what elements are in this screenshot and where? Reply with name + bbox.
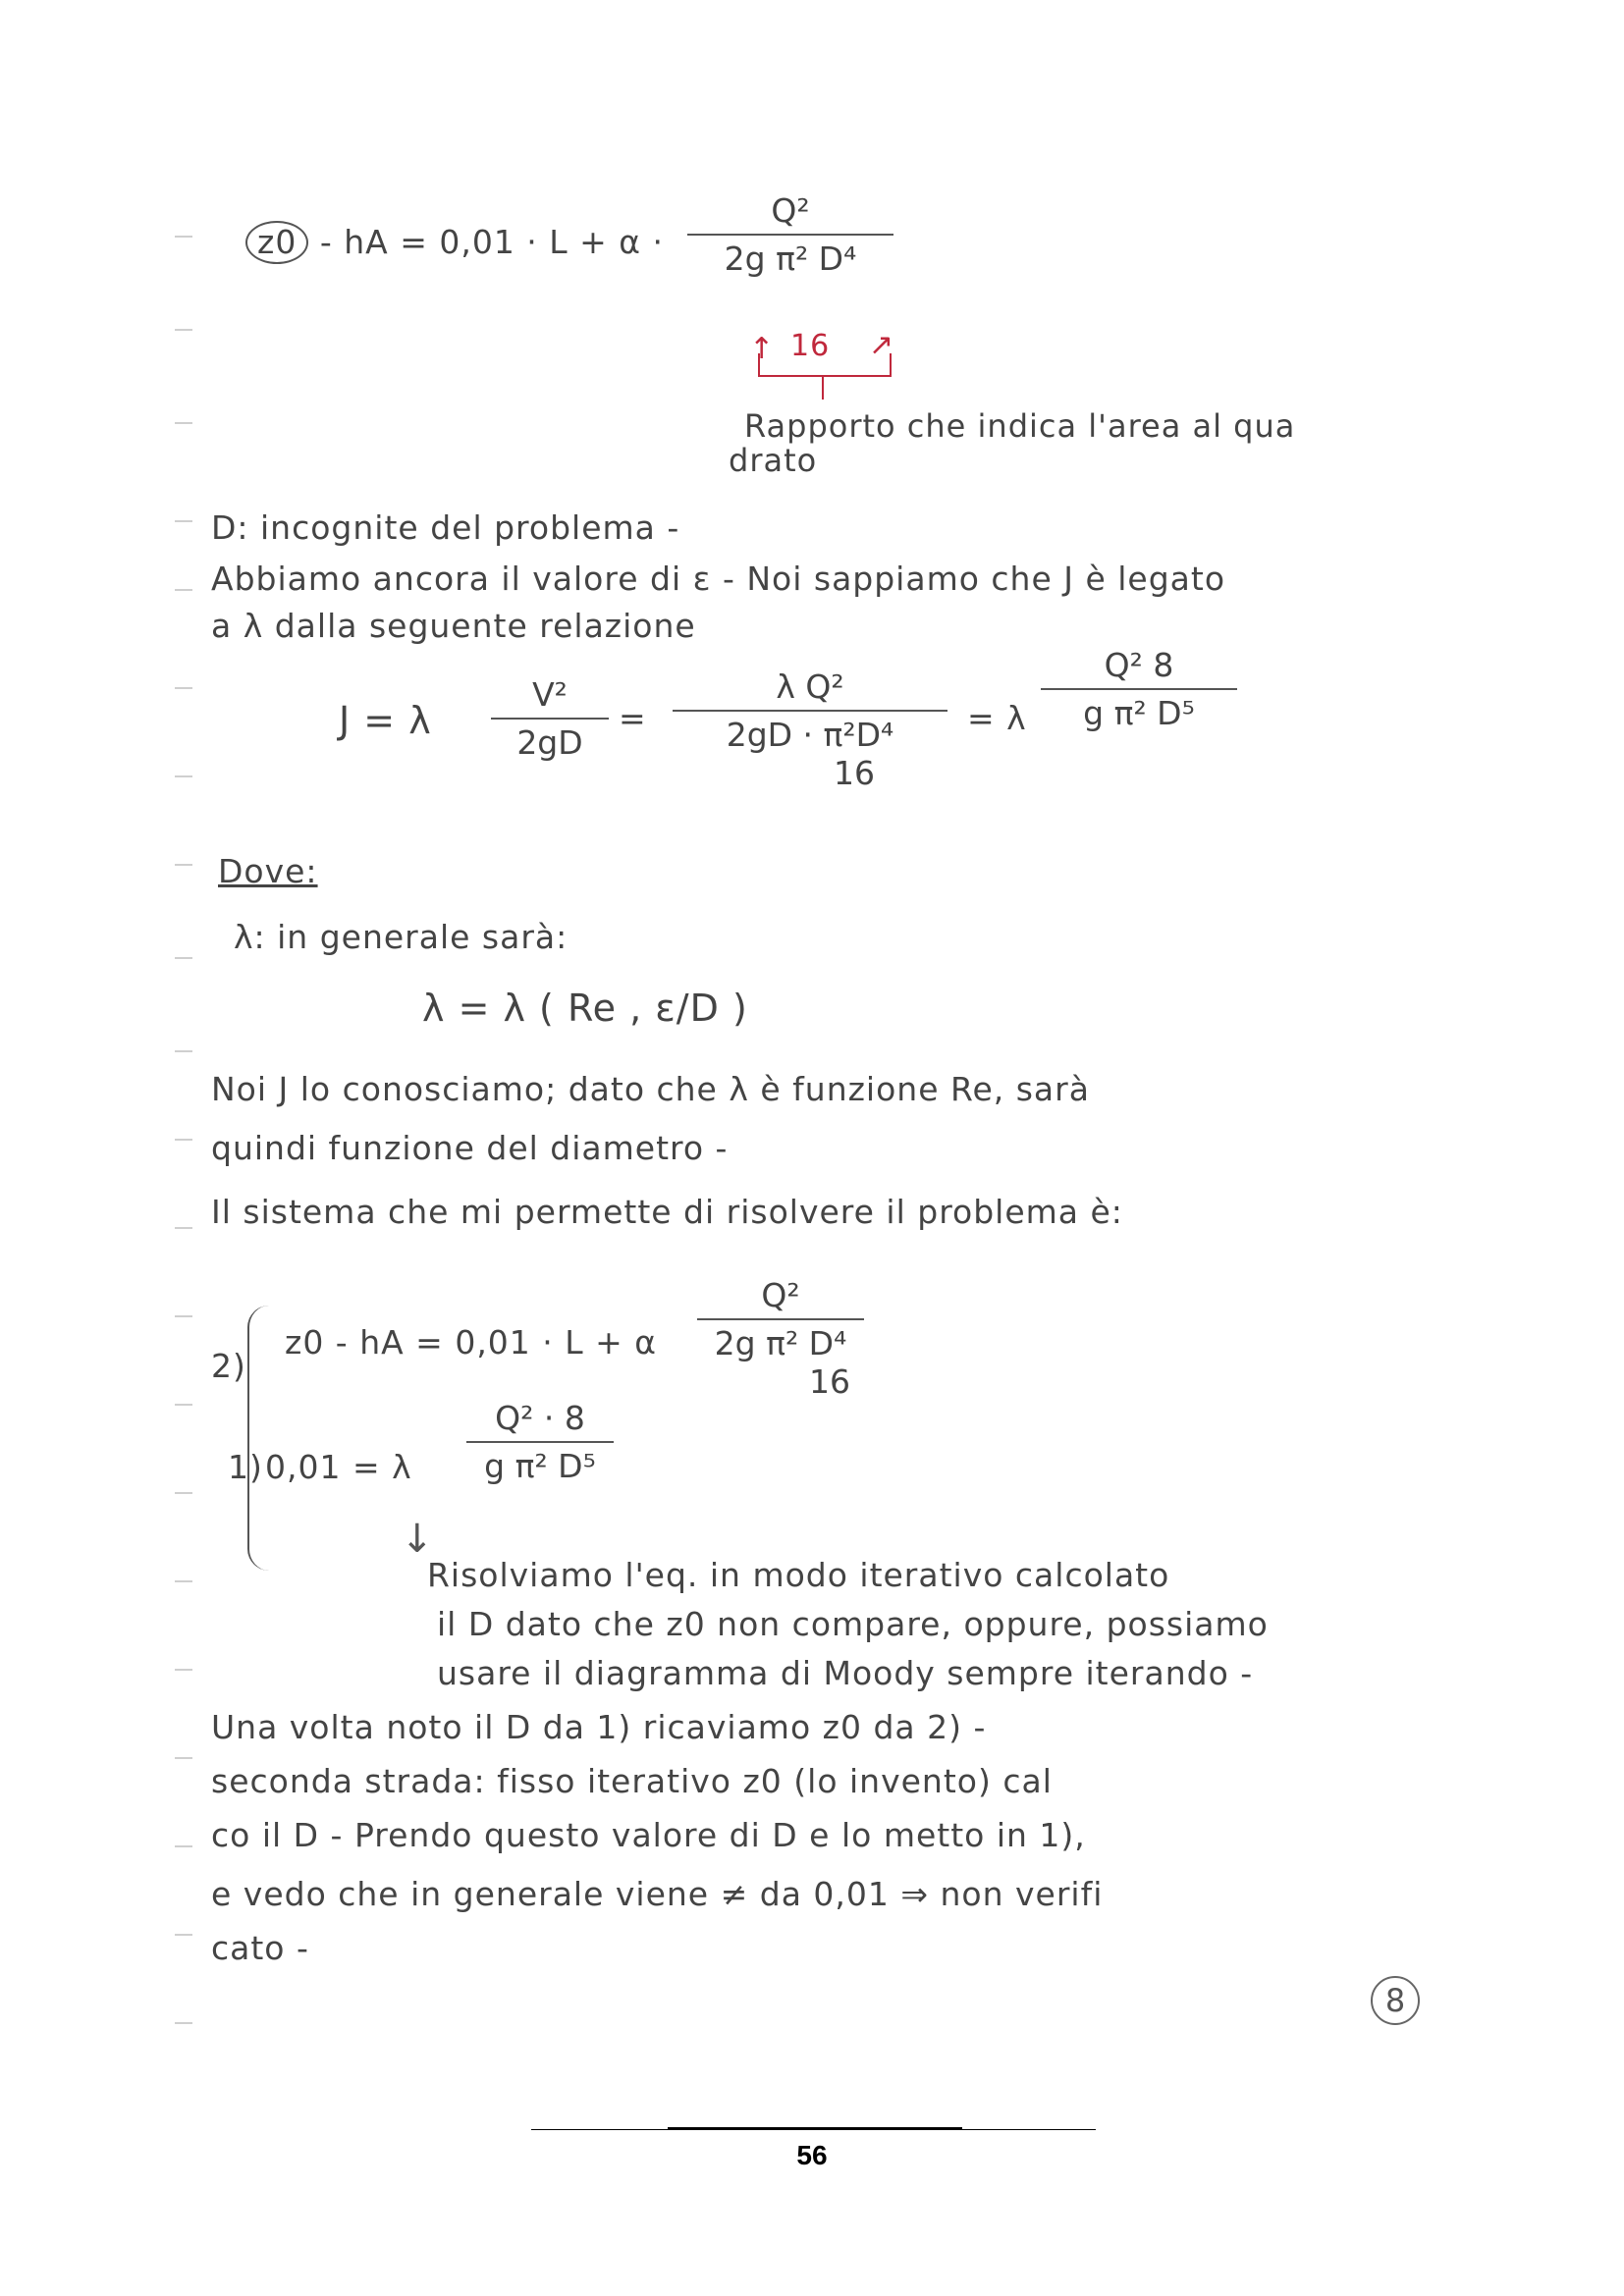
z0-circled: z0: [245, 221, 308, 264]
system-row1-den: g π² D⁵: [484, 1447, 596, 1485]
text1-line1: D: incognite del problema -: [211, 508, 680, 547]
text3-line3: usare il diagramma di Moody sempre iterando -: [437, 1654, 1254, 1692]
system-row1-fraction: [466, 1399, 614, 1485]
system-row1-num: Q² · 8: [495, 1399, 585, 1437]
eq1-note-line2: drato: [729, 442, 818, 479]
eq2-fraction2: [673, 667, 947, 792]
system-label-2: 2): [211, 1347, 246, 1385]
circled-page-marker: 8: [1371, 1976, 1420, 2025]
system-row2-fraction: [697, 1276, 864, 1401]
text3-line2: il D dato che z0 non compare, oppure, possiamo: [437, 1605, 1269, 1643]
eq2-f1-num: V²: [532, 675, 568, 714]
eq1-sub-denominator: 16: [790, 329, 831, 363]
text4-line4: e vedo che in generale viene ≠ da 0,01 ⇒ non verifi: [211, 1875, 1104, 1913]
text4-line3: co il D - Prendo questo valore di D e lo metto in 1),: [211, 1816, 1086, 1854]
red-arrow-up-right-icon: ↗: [869, 328, 894, 362]
system-brace: [247, 1306, 269, 1571]
text4-line2: seconda strada: fisso iterativo z0 (lo invento) cal: [211, 1762, 1053, 1800]
text3-line1: Risolviamo l'eq. in modo iterativo calcolato: [427, 1556, 1170, 1594]
eq2-fraction1: [491, 675, 609, 762]
dove-heading: Dove:: [218, 852, 318, 890]
text2-line3: Il sistema che mi permette di risolvere il problema è:: [211, 1193, 1123, 1231]
red-bracket: [758, 353, 892, 377]
eq2-f1-den: 2gD: [516, 723, 583, 762]
eq2-equals: =: [619, 699, 647, 737]
eq2-f3-den: g π² D⁵: [1083, 694, 1195, 732]
text2-line2: quindi funzione del diametro -: [211, 1129, 729, 1167]
system-row1: 0,01 = λ: [265, 1448, 412, 1486]
eq1-fraction: [687, 191, 893, 278]
eq2-f2-num: λ Q²: [776, 667, 844, 706]
system-label-1: 1): [228, 1448, 263, 1486]
eq2-fraction3: [1041, 646, 1237, 732]
left-margin-ticks: [175, 0, 194, 2296]
footer-rule-thick: [668, 2127, 962, 2130]
eq1-lhs: [245, 221, 664, 264]
system-row2: z0 - hA = 0,01 · L + α: [285, 1323, 658, 1362]
dove-formula: λ = λ ( Re , ε/D ): [422, 987, 748, 1030]
down-arrow-icon: ↓: [401, 1517, 434, 1562]
text4-line5: cato -: [211, 1929, 309, 1967]
system-row2-num: Q²: [761, 1276, 800, 1314]
eq2-lhs: J = λ: [339, 699, 432, 742]
red-bracket-stem: [822, 376, 824, 400]
eq2-equals2: = λ: [967, 699, 1027, 737]
eq1-numerator: Q²: [771, 191, 810, 230]
text4-line1: Una volta noto il D da 1) ricaviamo z0 da 2) -: [211, 1708, 987, 1746]
eq1-note-line1: Rapporto che indica l'area al qua: [744, 407, 1296, 445]
eq1-lhs-rest: - hA = 0,01 · L + α ·: [319, 223, 665, 261]
red-arrow-up-left-icon: ↑: [749, 332, 775, 366]
system-row2-sub: 16: [809, 1362, 850, 1401]
system-row2-den: 2g π² D⁴: [714, 1324, 847, 1362]
eq2-f3-num: Q² 8: [1104, 646, 1174, 684]
page-number: 56: [796, 2140, 828, 2170]
text2-line1: Noi J lo conosciamo; dato che λ è funzione Re, sarà: [211, 1070, 1090, 1108]
eq2-f2-sub: 16: [834, 754, 875, 792]
eq1-denominator: 2g π² D⁴: [724, 240, 857, 278]
dove-line1: λ: in generale sarà:: [234, 918, 568, 956]
text1-line3: a λ dalla seguente relazione: [211, 607, 696, 645]
eq2-f2-den: 2gD · π²D⁴: [726, 716, 894, 754]
text1-line2: Abbiamo ancora il valore di ε - Noi sappiamo che J è legato: [211, 560, 1226, 598]
